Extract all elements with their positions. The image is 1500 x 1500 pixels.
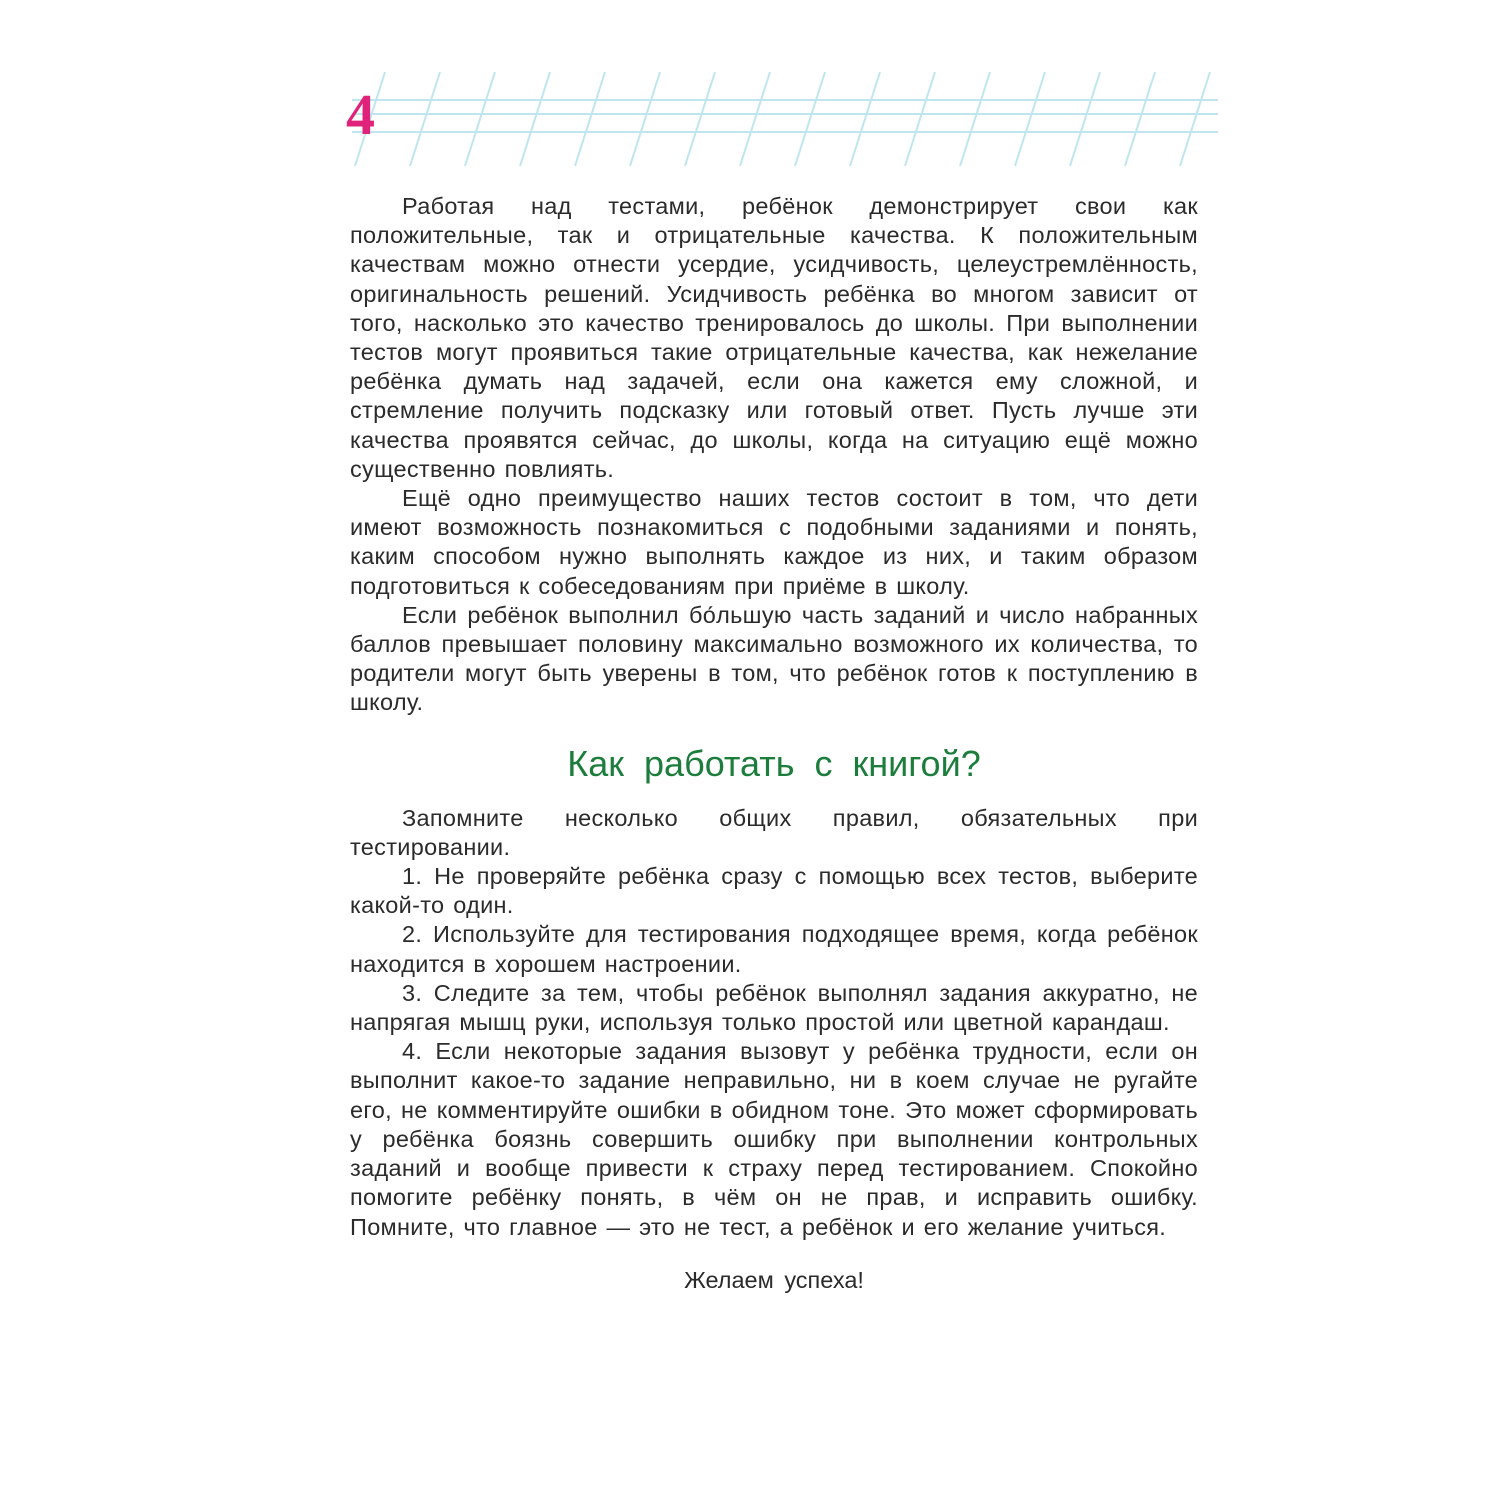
section-heading: Как работать с книгой? [567, 742, 981, 784]
section-lead-paragraph: Запомните несколько общих правил, обязательных при тестировании. [350, 804, 1198, 860]
handwriting-ruling-decoration [0, 0, 1500, 200]
intro-paragraph-2: Ещё одно преимущество наших тестов состоит в том, что дети имеют возможность познакомиться с подобными заданиями и понять, каким способом нужно выполнять каждое из них, и таким образом подготовиться к собеседованиям при приёме в школу. [350, 485, 1198, 599]
intro-paragraph-3: Если ребёнок выполнил бо́льшую часть заданий и число набранных баллов превышает половину максимально возможного их количества, то родители могут быть уверены в том, что ребёнок готов к поступлению в школу. [350, 601, 1198, 716]
signoff-text: Желаем успеха! [684, 1266, 864, 1293]
rule-item-3: 3. Следите за тем, чтобы ребёнок выполнял задания аккуратно, не напрягая мышц руки, используя только простой или цветной карандаш. [350, 979, 1198, 1036]
rule-item-2: 2. Используйте для тестирования подходящее время, когда ребёнок находится в хорошем настроении. [350, 921, 1198, 977]
rule-item-4: 4. Если некоторые задания вызовут у ребёнка трудности, если он выполнит какое-то задание неправильно, ни в коем случае не ругайте его, не комментируйте ошибки в обидном тоне. Это может сформировать у ребёнка боязнь совершить ошибку при выполнении контрольных заданий и вообще привести к страху перед тестированием. Спокойно помогите ребёнку понять, в чём он не прав, и исправить ошибку. Помните, что главное — это не тест, а ребёнок и его желание учиться. [350, 1038, 1198, 1240]
intro-paragraph-1: Работая над тестами, ребёнок демонстрирует свои как положительные, так и отрицательные качества. К положительным качествам можно отнести усердие, усидчивость, целеустремлённость, оригинальность решений. Усидчивость ребёнка во многом зависит от того, насколько это качество тренировалось до школы. При выполнении тестов могут проявиться такие отрицательные качества, как нежелание ребёнка думать над задачей, если она кажется ему сложной, и стремление получить подсказку или готовый ответ. Пусть лучше эти качества проявятся сейчас, до школы, когда на ситуацию ещё можно существенно повлиять. [350, 193, 1198, 482]
page-number: 4 [346, 82, 375, 147]
page-body [350, 192, 1198, 1295]
rule-item-1: 1. Не проверяйте ребёнка сразу с помощью всех тестов, выберите какой-то один. [350, 863, 1198, 919]
